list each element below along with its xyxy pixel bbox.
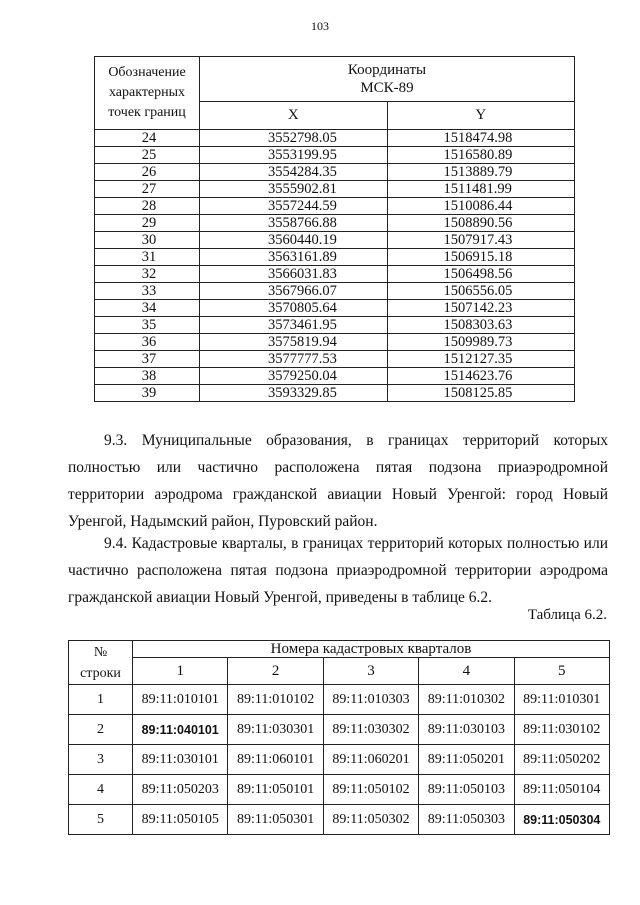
- quarters-row: [69, 745, 610, 775]
- y-coordinate-cell: 1514623.76: [387, 368, 575, 385]
- coordinate-row: [95, 164, 575, 181]
- y-coordinate-cell: 1506556.05: [387, 283, 575, 300]
- x-coordinate-cell: 3573461.95: [200, 317, 388, 334]
- points-header-line-2: характерных: [108, 85, 186, 100]
- point-number-cell: 36: [95, 334, 200, 351]
- coordinate-row: [95, 351, 575, 368]
- y-coordinate-cell: 1518474.98: [387, 130, 575, 147]
- coordinate-row: [95, 130, 575, 147]
- points-header: [95, 57, 200, 130]
- row-number-cell: 5: [69, 805, 133, 835]
- cadastral-number-cell: 89:11:010302: [419, 685, 514, 715]
- x-coordinate-cell: 3555902.81: [200, 181, 388, 198]
- y-coordinate-cell: 1510086.44: [387, 198, 575, 215]
- coordinates-header: [200, 57, 575, 102]
- points-header-line-3: точек границ: [108, 105, 186, 120]
- point-number-cell: 39: [95, 385, 200, 402]
- x-coordinate-cell: 3554284.35: [200, 164, 388, 181]
- cadastral-number-cell: 89:11:050201: [419, 745, 514, 775]
- x-coordinate-cell: 3579250.04: [200, 368, 388, 385]
- cadastral-number-cell: 89:11:050105: [133, 805, 228, 835]
- y-coordinate-cell: 1516580.89: [387, 147, 575, 164]
- coordinate-row: [95, 368, 575, 385]
- cadastral-number-cell: 89:11:010303: [323, 685, 418, 715]
- cadastral-number-cell: 89:11:030102: [514, 715, 609, 745]
- coordinates-header-line-2: МСК-89: [360, 80, 414, 96]
- row-number-cell: 4: [69, 775, 133, 805]
- cadastral-number-cell: 89:11:050302: [323, 805, 418, 835]
- coordinate-row: [95, 232, 575, 249]
- quarters-row: [69, 715, 610, 745]
- x-coordinate-cell: 3553199.95: [200, 147, 388, 164]
- column-header-4: 4: [419, 658, 514, 685]
- cadastral-number-cell: 89:11:030302: [323, 715, 418, 745]
- x-column-header: X: [200, 102, 388, 130]
- cadastral-number-cell: 89:11:010102: [228, 685, 323, 715]
- x-coordinate-cell: 3566031.83: [200, 266, 388, 283]
- paragraph-9-4-text: 9.4. Кадастровые кварталы, в границах территорий которых полностью или частично расположена пятая подзона приаэродромной территории аэродрома гражданской авиации Новый Уренгой, приведены в таблице 6.2.: [68, 535, 608, 606]
- x-coordinate-cell: 3575819.94: [200, 334, 388, 351]
- y-coordinate-cell: 1511481.99: [387, 181, 575, 198]
- point-number-cell: 30: [95, 232, 200, 249]
- table-6-2-caption: Таблица 6.2.: [527, 607, 607, 623]
- coordinate-row: [95, 181, 575, 198]
- y-coordinate-cell: 1513889.79: [387, 164, 575, 181]
- row-number-cell: 3: [69, 745, 133, 775]
- coordinates-table: [94, 56, 575, 402]
- coordinate-row: [95, 215, 575, 232]
- paragraph-9-3-text: 9.3. Муниципальные образования, в границах территорий которых полностью или частично расположена пятая подзона приаэродромной территории аэродрома гражданской авиации Новый Уренгой: город Новый Уренгой, Надымский район, Пуровский район.: [68, 432, 608, 530]
- x-coordinate-cell: 3557244.59: [200, 198, 388, 215]
- y-coordinate-cell: 1508890.56: [387, 215, 575, 232]
- cadastral-number-cell: 89:11:050303: [419, 805, 514, 835]
- y-coordinate-cell: 1509989.73: [387, 334, 575, 351]
- x-coordinate-cell: 3558766.88: [200, 215, 388, 232]
- coordinate-row: [95, 198, 575, 215]
- point-number-cell: 26: [95, 164, 200, 181]
- point-number-cell: 24: [95, 130, 200, 147]
- quarters-header: Номера кадастровых кварталов: [133, 641, 610, 658]
- cadastral-number-cell: 89:11:030301: [228, 715, 323, 745]
- coordinate-row: [95, 249, 575, 266]
- x-coordinate-cell: 3593329.85: [200, 385, 388, 402]
- x-coordinate-cell: 3577777.53: [200, 351, 388, 368]
- y-coordinate-cell: 1508303.63: [387, 317, 575, 334]
- coordinate-row: [95, 147, 575, 164]
- x-coordinate-cell: 3563161.89: [200, 249, 388, 266]
- points-header-line-1: Обозначение: [108, 65, 186, 80]
- row-number-cell: 2: [69, 715, 133, 745]
- row-number-cell: 1: [69, 685, 133, 715]
- x-coordinate-cell: 3567966.07: [200, 283, 388, 300]
- cadastral-quarters-table: [68, 640, 610, 835]
- cadastral-number-cell: 89:11:050304: [514, 805, 609, 835]
- cadastral-quarters-table-body: [69, 685, 610, 835]
- y-coordinate-cell: 1506498.56: [387, 266, 575, 283]
- x-coordinate-cell: 3570805.64: [200, 300, 388, 317]
- point-number-cell: 31: [95, 249, 200, 266]
- point-number-cell: 29: [95, 215, 200, 232]
- point-number-cell: 33: [95, 283, 200, 300]
- cadastral-number-cell: 89:11:030101: [133, 745, 228, 775]
- point-number-cell: 32: [95, 266, 200, 283]
- column-header-5: 5: [514, 658, 609, 685]
- coordinate-row: [95, 266, 575, 283]
- coordinate-row: [95, 385, 575, 402]
- point-number-cell: 37: [95, 351, 200, 368]
- quarters-row: [69, 775, 610, 805]
- cadastral-number-cell: 89:11:050101: [228, 775, 323, 805]
- x-coordinate-cell: 3560440.19: [200, 232, 388, 249]
- point-number-cell: 35: [95, 317, 200, 334]
- column-header-1: 1: [133, 658, 228, 685]
- coordinate-row: [95, 317, 575, 334]
- cadastral-number-cell: 89:11:050202: [514, 745, 609, 775]
- cadastral-number-cell: 89:11:050301: [228, 805, 323, 835]
- page-number: 103: [311, 19, 329, 33]
- point-number-cell: 27: [95, 181, 200, 198]
- y-coordinate-cell: 1508125.85: [387, 385, 575, 402]
- coordinates-table-body: [95, 130, 575, 402]
- y-coordinate-cell: 1506915.18: [387, 249, 575, 266]
- row-number-header-line-2: строки: [80, 665, 121, 681]
- y-coordinate-cell: 1512127.35: [387, 351, 575, 368]
- cadastral-number-cell: 89:11:030103: [419, 715, 514, 745]
- coordinate-row: [95, 334, 575, 351]
- point-number-cell: 28: [95, 198, 200, 215]
- cadastral-number-cell: 89:11:050104: [514, 775, 609, 805]
- cadastral-number-cell: 89:11:010101: [133, 685, 228, 715]
- row-number-header: [69, 641, 133, 685]
- paragraph-9-4: [68, 530, 608, 611]
- coordinate-row: [95, 283, 575, 300]
- cadastral-number-cell: 89:11:040101: [133, 715, 228, 745]
- coordinate-row: [95, 300, 575, 317]
- x-coordinate-cell: 3552798.05: [200, 130, 388, 147]
- row-number-header-line-1: №: [93, 644, 108, 660]
- column-header-3: 3: [323, 658, 418, 685]
- cadastral-number-cell: 89:11:050103: [419, 775, 514, 805]
- point-number-cell: 25: [95, 147, 200, 164]
- cadastral-number-cell: 89:11:050102: [323, 775, 418, 805]
- point-number-cell: 34: [95, 300, 200, 317]
- cadastral-number-cell: 89:11:050203: [133, 775, 228, 805]
- quarters-row: [69, 685, 610, 715]
- y-coordinate-cell: 1507142.23: [387, 300, 575, 317]
- column-header-2: 2: [228, 658, 323, 685]
- y-column-header: Y: [387, 102, 575, 130]
- point-number-cell: 38: [95, 368, 200, 385]
- cadastral-number-cell: 89:11:060201: [323, 745, 418, 775]
- y-coordinate-cell: 1507917.43: [387, 232, 575, 249]
- cadastral-number-cell: 89:11:060101: [228, 745, 323, 775]
- cadastral-number-cell: 89:11:010301: [514, 685, 609, 715]
- coordinates-header-line-1: Координаты: [347, 62, 427, 78]
- quarters-row: [69, 805, 610, 835]
- paragraph-9-3: [68, 427, 608, 535]
